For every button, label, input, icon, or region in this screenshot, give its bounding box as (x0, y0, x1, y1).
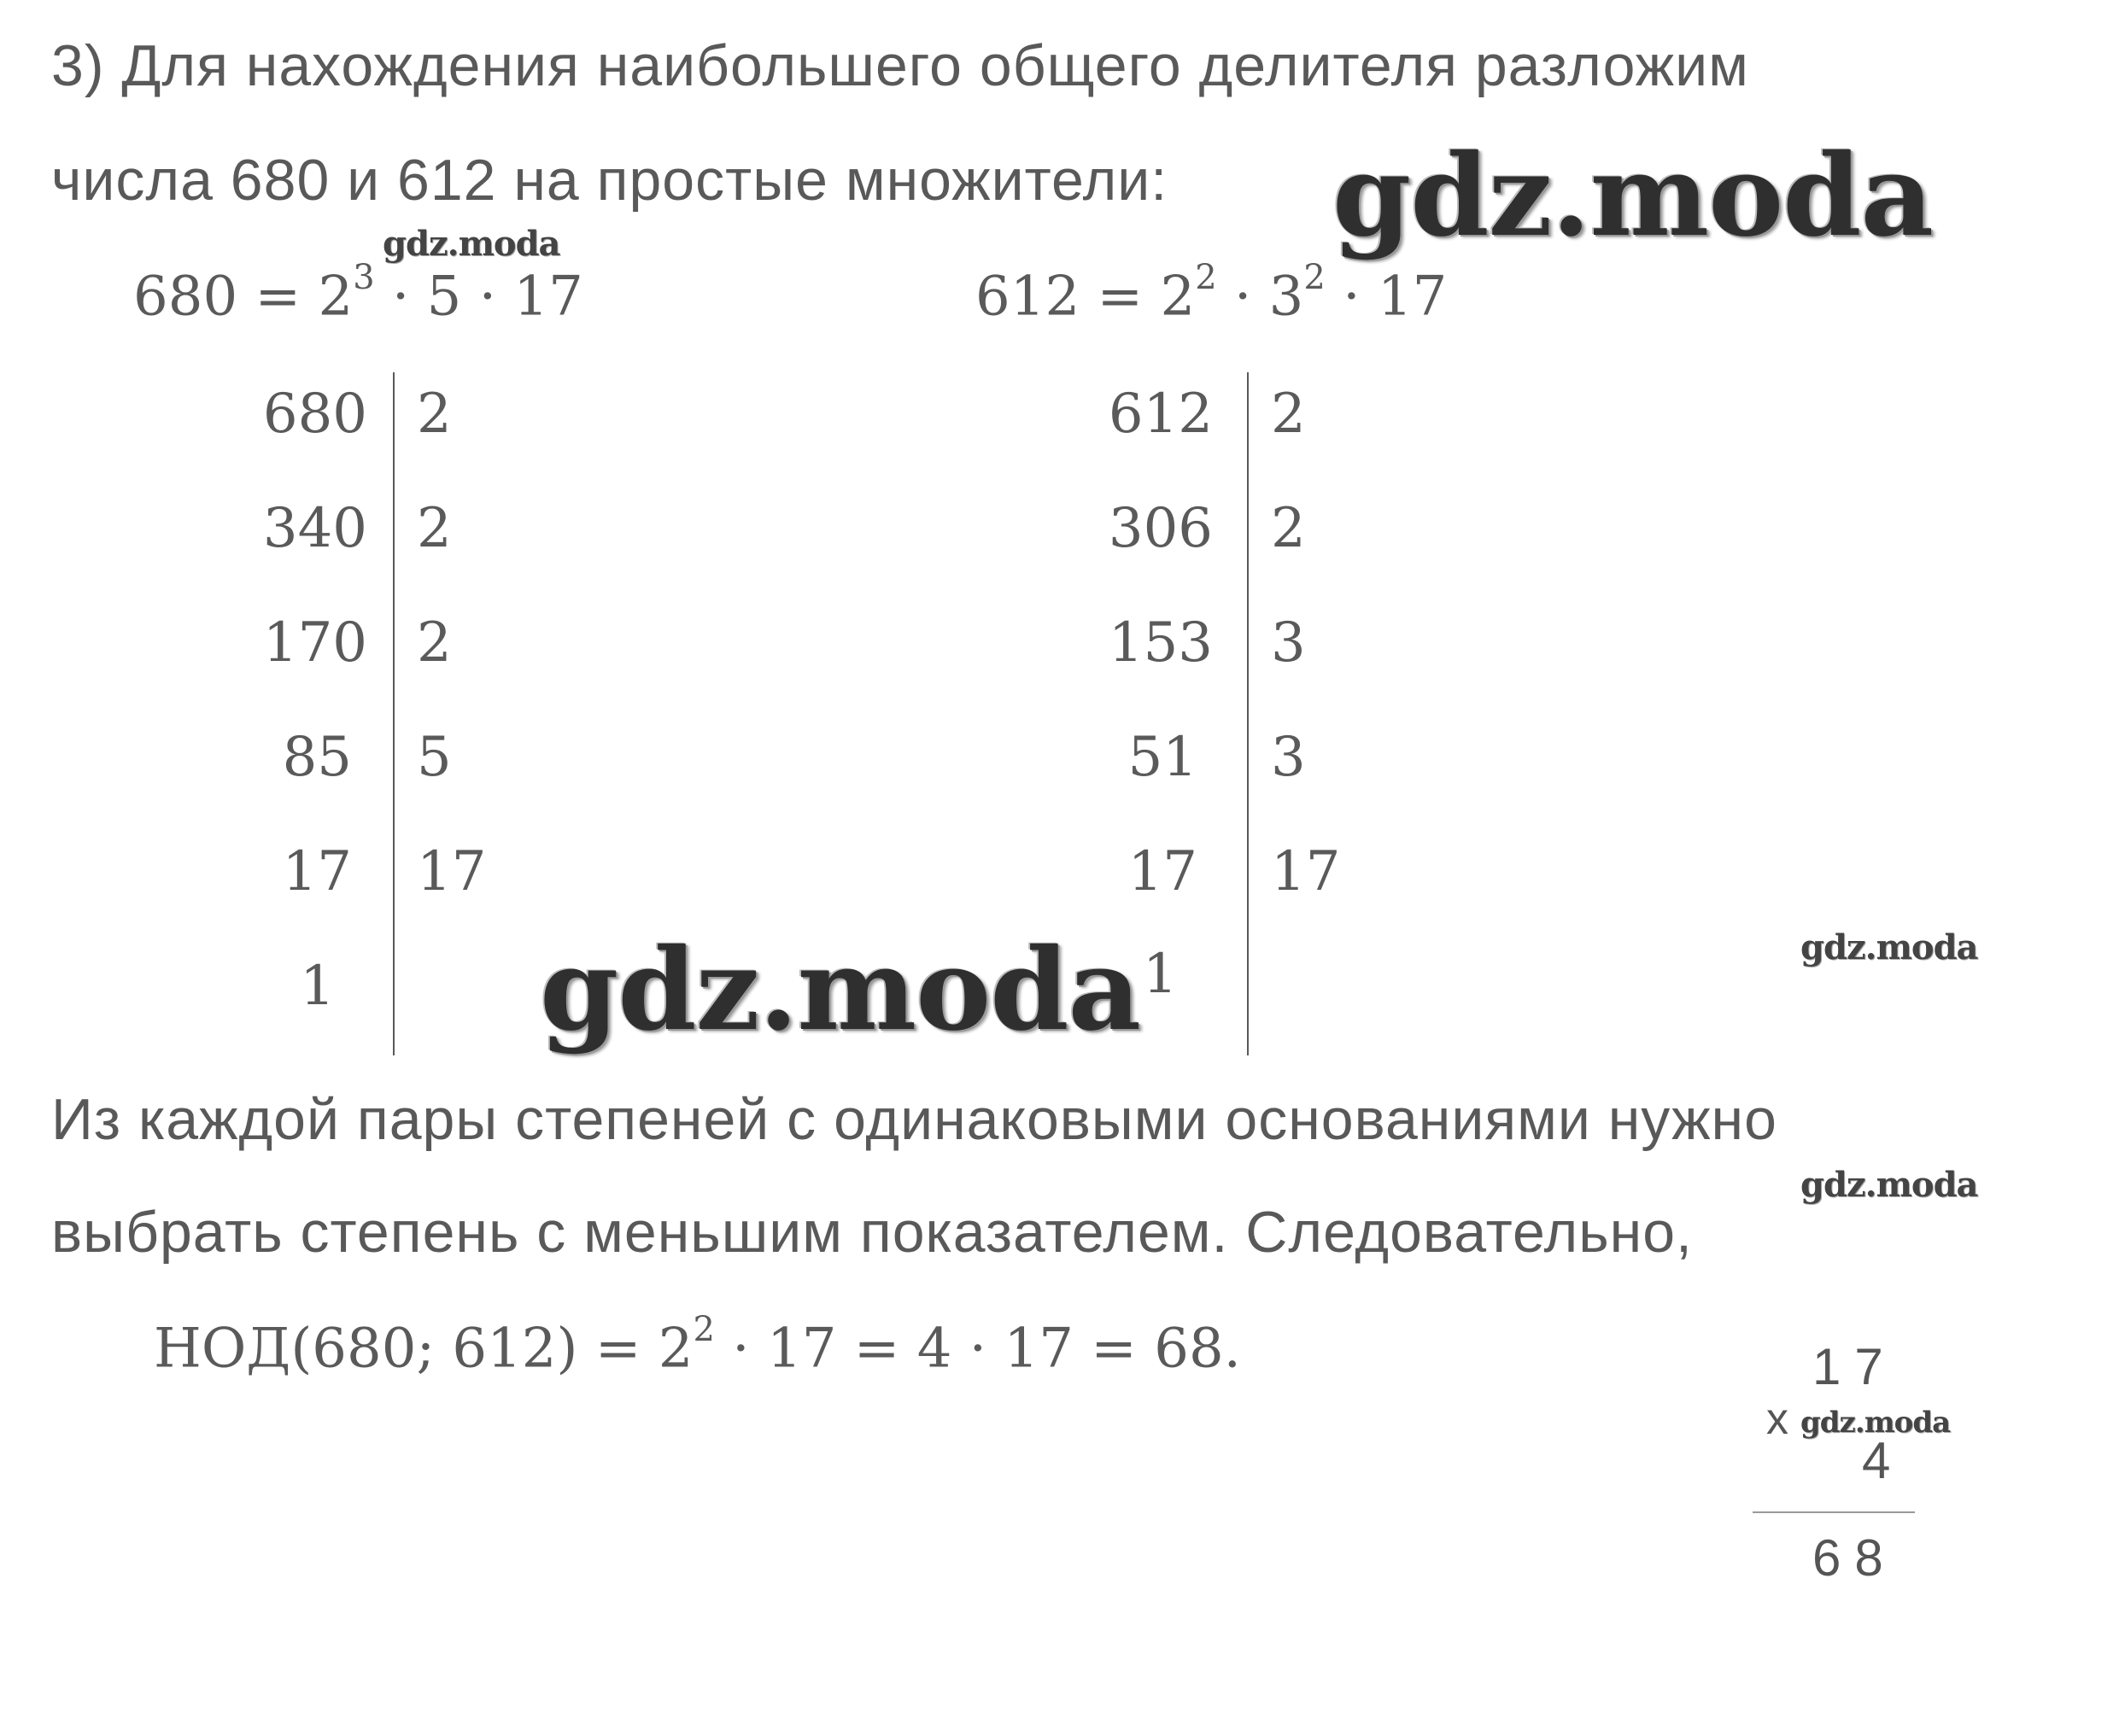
table-cell: 2 (1271, 497, 1306, 560)
table-cell: 51 (1127, 726, 1197, 789)
multiplication-bottom-operand: 4 (1862, 1432, 1905, 1489)
table-cell: 1 (300, 955, 335, 1018)
left-table-divider (393, 372, 395, 1055)
intro-line-1: 3) Для нахождения наибольшего общего делителя разложим (51, 33, 1749, 98)
table-cell: 306 (1108, 497, 1213, 560)
table-cell: 17 (282, 840, 352, 903)
right-table-last-number: 1 (1143, 943, 1178, 1006)
table-cell: 680 (262, 383, 367, 446)
table-cell: 340 (262, 497, 367, 560)
watermark-logo: gdz.moda (540, 924, 1141, 1056)
table-cell: 17 (417, 840, 487, 903)
multiplication-sign: x (1766, 1394, 1788, 1444)
table-cell: 3 (1271, 611, 1306, 675)
table-cell: 2 (417, 611, 452, 675)
table-cell: 2 (417, 383, 452, 446)
right-table-divisors (1271, 357, 1373, 929)
table-cell: 85 (282, 726, 352, 789)
table-cell: 3 (1271, 726, 1306, 789)
table-cell: 612 (1108, 383, 1213, 446)
watermark-logo: gdz.moda (1800, 1165, 1978, 1205)
factorization-612: $612 = 2^2 \cdot 3^2 \cdot 17$ (975, 258, 1448, 329)
conclusion-line-1: Из каждой пары степеней с одинаковыми основаниями нужно (51, 1087, 1777, 1152)
watermark-logo: gdz.moda (1332, 130, 1934, 262)
left-table-divisors (417, 357, 519, 929)
table-cell: 170 (262, 611, 367, 675)
gcd-formula: НОД(680; $612) = 2^2 \cdot 17 = 4 \cdot 17 = 68$. (154, 1310, 1242, 1381)
table-cell: 5 (417, 726, 452, 789)
watermark-logo: gdz.moda (383, 224, 560, 264)
table-cell: 2 (1271, 383, 1306, 446)
watermark-logo: gdz.moda (1800, 1406, 1951, 1440)
intro-line-2: числа 680 и 612 на простые множители: (51, 148, 1168, 213)
table-cell: 2 (417, 497, 452, 560)
multiplication-top-operand: 17 (1812, 1338, 1897, 1395)
factorization-680: $680 = 2^3 \cdot 5 \cdot 17$ (133, 258, 583, 329)
table-cell: 17 (1271, 840, 1341, 903)
right-table-divider (1247, 372, 1249, 1055)
table-cell: 153 (1108, 611, 1213, 675)
table-cell: 17 (1127, 840, 1197, 903)
multiplication-result: 68 (1812, 1529, 1897, 1587)
left-table-numbers (231, 357, 367, 1043)
multiplication-line (1753, 1511, 1915, 1513)
conclusion-line-2: выбрать степень с меньшим показателем. Следовательно, (51, 1200, 1693, 1265)
watermark-logo: gdz.moda (1800, 927, 1978, 967)
